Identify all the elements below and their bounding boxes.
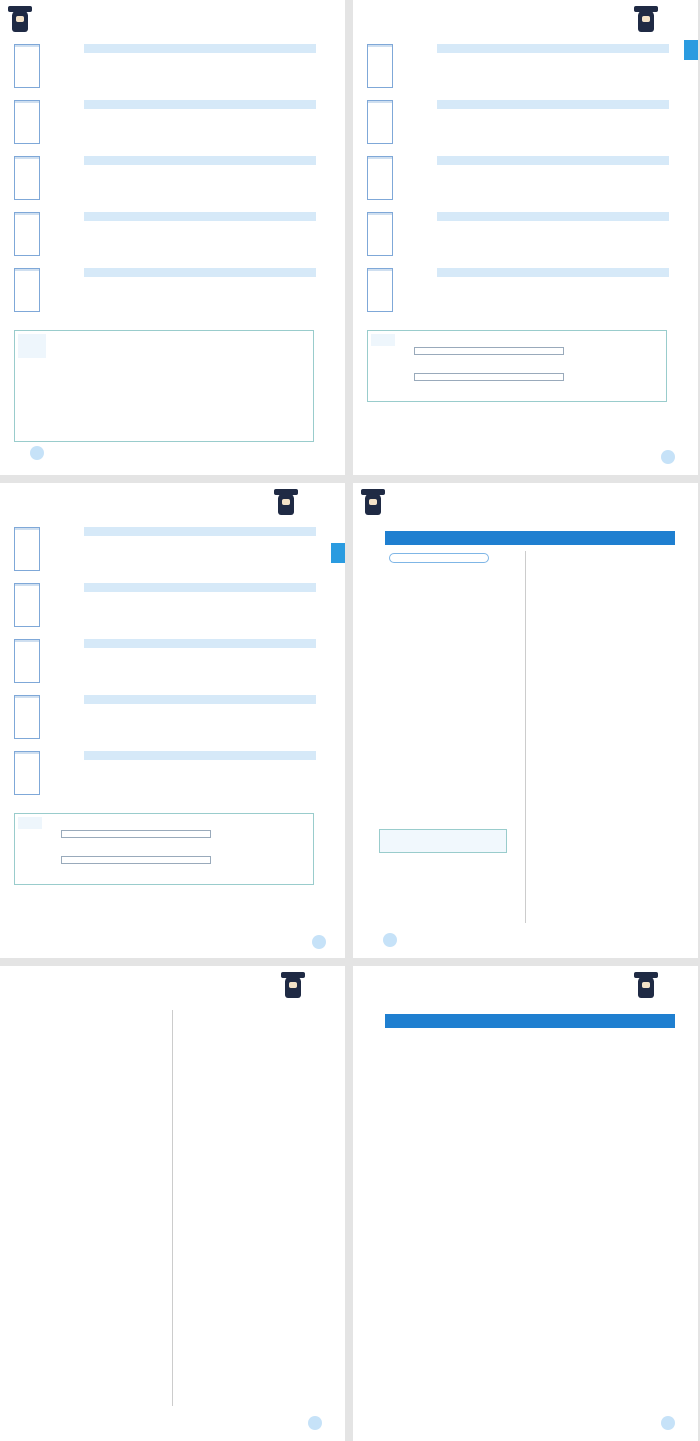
mascot-icon — [628, 4, 664, 38]
entry-badge — [14, 583, 40, 627]
entry-level — [15, 697, 39, 698]
stroke-order — [84, 527, 316, 536]
entry-level — [368, 214, 392, 215]
stroke-order — [84, 156, 316, 165]
entry-level — [15, 641, 39, 642]
hanja-entry — [14, 268, 319, 316]
hanja-entry — [14, 751, 319, 799]
page-61 — [353, 0, 698, 475]
entry-badge — [367, 100, 393, 144]
hanja-character — [396, 100, 432, 132]
grade-tab[interactable] — [331, 543, 345, 563]
entry-level — [368, 158, 392, 159]
hanja-character — [43, 583, 79, 615]
stroke-order — [84, 100, 316, 109]
hanja-character — [396, 44, 432, 76]
entry-badge — [14, 268, 40, 312]
hanja-character — [43, 156, 79, 188]
entry-level — [15, 46, 39, 47]
practice-label — [18, 817, 42, 829]
page-number — [661, 1416, 675, 1430]
stroke-order — [437, 156, 669, 165]
page-number — [312, 935, 326, 949]
page-exam1-cont — [0, 966, 345, 1441]
entry-badge — [14, 44, 40, 88]
exam-title-bar — [385, 531, 675, 545]
page-header — [0, 483, 345, 523]
stroke-order — [84, 583, 316, 592]
hanja-character — [43, 44, 79, 76]
page-header — [353, 966, 698, 1006]
entry-level — [15, 753, 39, 754]
mascot-icon — [355, 487, 391, 521]
stroke-order — [84, 695, 316, 704]
entry-badge — [367, 44, 393, 88]
hanja-entry — [14, 695, 319, 743]
entry-badge — [367, 268, 393, 312]
entry-badge — [14, 695, 40, 739]
entry-badge — [367, 156, 393, 200]
hanja-character — [43, 639, 79, 671]
page-153 — [0, 483, 345, 958]
page-header — [0, 0, 345, 40]
page-number — [383, 933, 397, 947]
note-label — [18, 334, 46, 358]
entry-badge — [14, 156, 40, 200]
entry-badge — [14, 751, 40, 795]
hanja-character — [43, 695, 79, 727]
entry-level — [15, 158, 39, 159]
entry-level — [15, 585, 39, 586]
exam-title-bar — [385, 1014, 675, 1028]
hanja-character — [43, 751, 79, 783]
practice-label — [371, 334, 395, 346]
page-number — [661, 450, 675, 464]
hanja-entry — [367, 44, 672, 92]
section-label — [389, 553, 489, 563]
hanja-entry — [367, 100, 672, 148]
stroke-order — [84, 751, 316, 760]
hanja-note-box — [14, 330, 314, 442]
hanja-character — [43, 268, 79, 300]
practice-item-box — [414, 347, 564, 355]
grade-tab[interactable] — [684, 40, 698, 60]
entry-badge — [14, 639, 40, 683]
hanja-character — [43, 100, 79, 132]
hanja-character — [43, 212, 79, 244]
entry-level — [15, 270, 39, 271]
hanja-character — [43, 527, 79, 559]
hanja-character — [396, 212, 432, 244]
hanja-entry — [367, 156, 672, 204]
page-number — [308, 1416, 322, 1430]
entry-badge — [367, 212, 393, 256]
entry-level — [15, 529, 39, 530]
practice-box — [14, 813, 314, 885]
stroke-order — [437, 212, 669, 221]
practice-box — [367, 330, 667, 402]
mascot-icon — [268, 487, 304, 521]
stroke-order — [437, 44, 669, 53]
hanja-entry — [14, 156, 319, 204]
hanja-entry — [367, 268, 672, 316]
hanja-entry — [14, 100, 319, 148]
column-divider — [172, 1010, 173, 1406]
entry-badge — [14, 212, 40, 256]
entry-level — [15, 214, 39, 215]
page-377 — [353, 966, 698, 1441]
hanja-entry — [14, 527, 319, 575]
mascot-icon — [275, 970, 311, 1004]
page-header — [0, 966, 345, 1006]
entry-badge — [14, 100, 40, 144]
page-number — [30, 446, 44, 460]
column-divider — [525, 551, 526, 923]
stroke-order — [84, 212, 316, 221]
stroke-order — [437, 268, 669, 277]
hanja-entry — [14, 44, 319, 92]
page-369 — [353, 483, 698, 958]
hanja-entry — [14, 583, 319, 631]
practice-item-box — [414, 373, 564, 381]
stroke-order — [84, 639, 316, 648]
mascot-icon — [2, 4, 38, 38]
hanja-character — [396, 156, 432, 188]
stroke-order — [84, 44, 316, 53]
practice-item-box — [61, 830, 211, 838]
entry-badge — [14, 527, 40, 571]
practice-item-box — [61, 856, 211, 864]
stroke-order — [437, 100, 669, 109]
entry-level — [368, 102, 392, 103]
hanja-character — [396, 268, 432, 300]
page-header — [353, 483, 698, 523]
entry-level — [368, 46, 392, 47]
page-59 — [0, 0, 345, 475]
entry-level — [368, 270, 392, 271]
hanja-entry — [367, 212, 672, 260]
hint-box — [379, 829, 507, 853]
hanja-entry — [14, 212, 319, 260]
entry-level — [15, 102, 39, 103]
page-header — [353, 0, 698, 40]
stroke-order — [84, 268, 316, 277]
hanja-entry — [14, 639, 319, 687]
mascot-icon — [628, 970, 664, 1004]
